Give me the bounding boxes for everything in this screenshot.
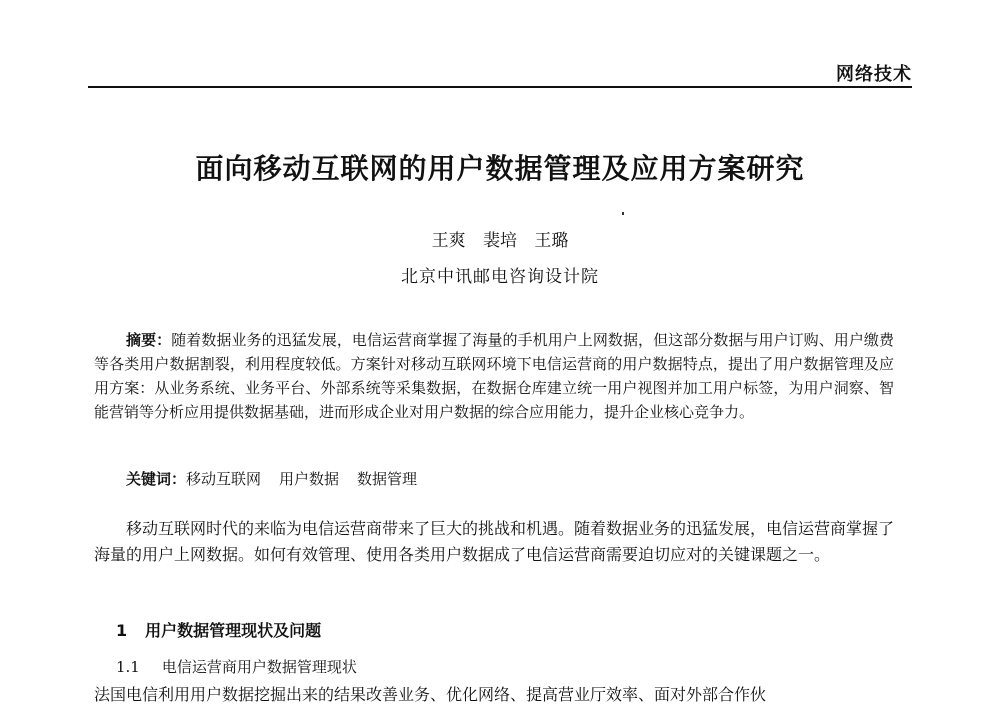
keywords-label: 关键词： (126, 470, 187, 488)
paragraph-text: 移动互联网时代的来临为电信运营商带来了巨大的挑战和机遇。随着数据业务的迅猛发展，电信运营商掌握了海量的用户上网数据。如何有效管理、使用各类用户数据成了电信运营商需要迫切应对的关键课题之一。 (94, 519, 895, 564)
section-tag: 网络技术 (836, 64, 912, 85)
author-name: 王璐 (534, 231, 569, 251)
section-heading (116, 618, 321, 641)
intro-paragraph (94, 516, 894, 568)
abstract-label: 摘要： (126, 331, 172, 349)
subsection-title: 电信运营商用户数据管理现状 (161, 658, 357, 676)
header-rule (88, 86, 912, 88)
section-title: 用户数据管理现状及问题 (145, 621, 322, 640)
subsection-heading (116, 656, 357, 677)
author-list (0, 226, 1000, 251)
author-name: 王爽 (431, 231, 466, 251)
keyword: 移动互联网 (186, 470, 262, 488)
keywords (126, 467, 435, 491)
author-affiliation: 北京中讯邮电咨询设计院 (401, 267, 599, 287)
stray-mark (622, 212, 624, 215)
keyword: 用户数据 (279, 470, 340, 488)
subsection-number: 1.1 (116, 658, 140, 676)
section-number: 1 (116, 621, 128, 640)
keyword: 数据管理 (357, 470, 418, 488)
body-paragraph: 法国电信利用用户数据挖掘出来的结果改善业务、优化网络、提高营业厅效率、面对外部合作伙 (94, 685, 767, 704)
paper-title: 面向移动互联网的用户数据管理及应用方案研究 (195, 152, 805, 185)
author-name: 裴培 (483, 231, 517, 251)
abstract-text: 随着数据业务的迅猛发展，电信运营商掌握了海量的手机用户上网数据，但这部分数据与用户订购、用户缴费等各类用户数据割裂，利用程度较低。方案针对移动互联网环境下电信运营商的用户数据特点，提出了用户数据管理及应用方案：从业务系统、业务平台、外部系统等采集数据，在数据仓库建立统一用户视图并加工用户标签，为用户洞察、智能营销等分析应用提供数据基础，进而形成企业对用户数据的综合应用能力，提升企业核心竞争力。 (94, 331, 894, 421)
abstract (94, 328, 894, 424)
